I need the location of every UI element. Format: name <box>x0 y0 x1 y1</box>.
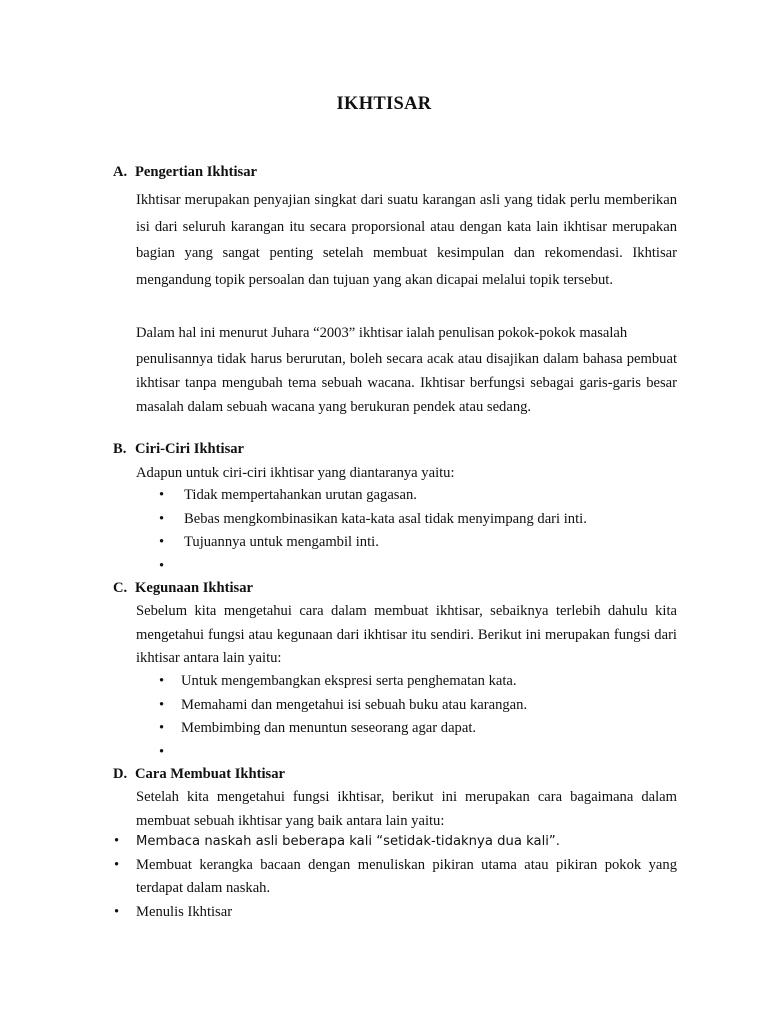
section-d-letter: D. <box>113 766 128 782</box>
section-b-heading <box>113 441 244 458</box>
section-a-heading <box>113 164 257 181</box>
bullet-icon: • <box>159 673 165 689</box>
list-item <box>156 741 527 765</box>
section-c-letter: C. <box>113 580 128 596</box>
list-item: • Tujuannya untuk mengambil inti. <box>156 531 587 555</box>
section-c-list <box>156 670 527 764</box>
list-item: • Membimbing dan menuntun seseorang agar dapat. <box>156 717 527 741</box>
section-b-title: Ciri-Ciri Ikhtisar <box>135 441 245 457</box>
section-d-heading <box>113 766 285 783</box>
section-a-title: Pengertian Ikhtisar <box>135 164 258 180</box>
section-c-heading <box>113 580 253 597</box>
list-item: • Menulis Ikhtisar <box>113 901 677 925</box>
section-b-list <box>156 484 587 578</box>
list-item: • Membuat kerangka bacaan dengan menuliskan pikiran utama atau pikiran pokok yang terdapat dalam naskah. <box>113 854 677 901</box>
bullet-icon: • <box>159 510 165 527</box>
list-item: • Membaca naskah asli beberapa kali “setidak-tidaknya dua kali”. <box>113 830 677 854</box>
list-item: • Tidak mempertahankan urutan gagasan. <box>156 484 587 508</box>
bullet-icon: • <box>114 833 120 849</box>
bullet-icon: • <box>114 903 120 920</box>
list-item: • Bebas mengkombinasikan kata-kata asal tidak menyimpang dari inti. <box>156 508 587 532</box>
section-c-intro: Sebelum kita mengetahui cara dalam membuat ikhtisar, sebaiknya terlebih dahulu kita mengetahui fungsi atau kegunaan dari ikhtisar itu sendiri. Berikut ini merupakan fungsi dari ikhtisar antara lain yaitu: <box>136 603 677 666</box>
section-a-paragraph-1: Ikhtisar merupakan penyajian singkat dari suatu karangan asli yang tidak perlu memberikan isi dari seluruh karangan itu secara proporsional atau dengan kata lain ikhtisar merupakan bagian yang sangat penting setelah membuat kesimpulan dan rekomendasi. Ikhtisar mengandung topik persoalan dan tujuan yang akan dicapai melalui topik tersebut. <box>136 192 677 288</box>
section-b-letter: B. <box>113 441 127 457</box>
bullet-icon: • <box>159 557 165 574</box>
list-item: • Memahami dan mengetahui isi sebuah buku atau karangan. <box>156 694 527 718</box>
page-title: IKHTISAR <box>336 94 432 114</box>
list-item <box>156 555 587 579</box>
section-d-title: Cara Membuat Ikhtisar <box>135 766 285 782</box>
bullet-icon: • <box>114 856 120 873</box>
bullet-icon: • <box>159 743 165 760</box>
bullet-icon: • <box>159 487 165 503</box>
bullet-icon: • <box>159 720 165 736</box>
section-b-intro: Adapun untuk ciri-ciri ikhtisar yang diantaranya yaitu: <box>136 465 455 481</box>
bullet-icon: • <box>159 534 165 550</box>
bullet-icon: • <box>159 696 165 713</box>
section-a-paragraph-2-rest: penulisannya tidak harus berurutan, boleh secara acak atau disajikan dalam bahasa pembuat ikhtisar tanpa mengubah tema sebuah wacana. Ikhtisar berfungsi sebagai garis-garis besar masalah dalam sebuah wacana yang berukuran pendek atau sedang. <box>136 350 677 415</box>
section-a-paragraph-2 <box>136 320 677 419</box>
section-d-intro: Setelah kita mengetahui fungsi ikhtisar, berikut ini merupakan cara bagaimana dalam membuat sebuah ikhtisar yang baik antara lain yaitu: <box>136 789 677 829</box>
list-item: • Untuk mengembangkan ekspresi serta penghematan kata. <box>156 670 527 694</box>
section-d-list <box>113 830 677 924</box>
section-a-paragraph-2-first-line: Dalam hal ini menurut Juhara “2003” ikhtisar ialah penulisan pokok-pokok masalah <box>136 325 628 341</box>
section-c-title: Kegunaan Ikhtisar <box>135 580 253 596</box>
section-a-letter: A. <box>113 164 128 180</box>
